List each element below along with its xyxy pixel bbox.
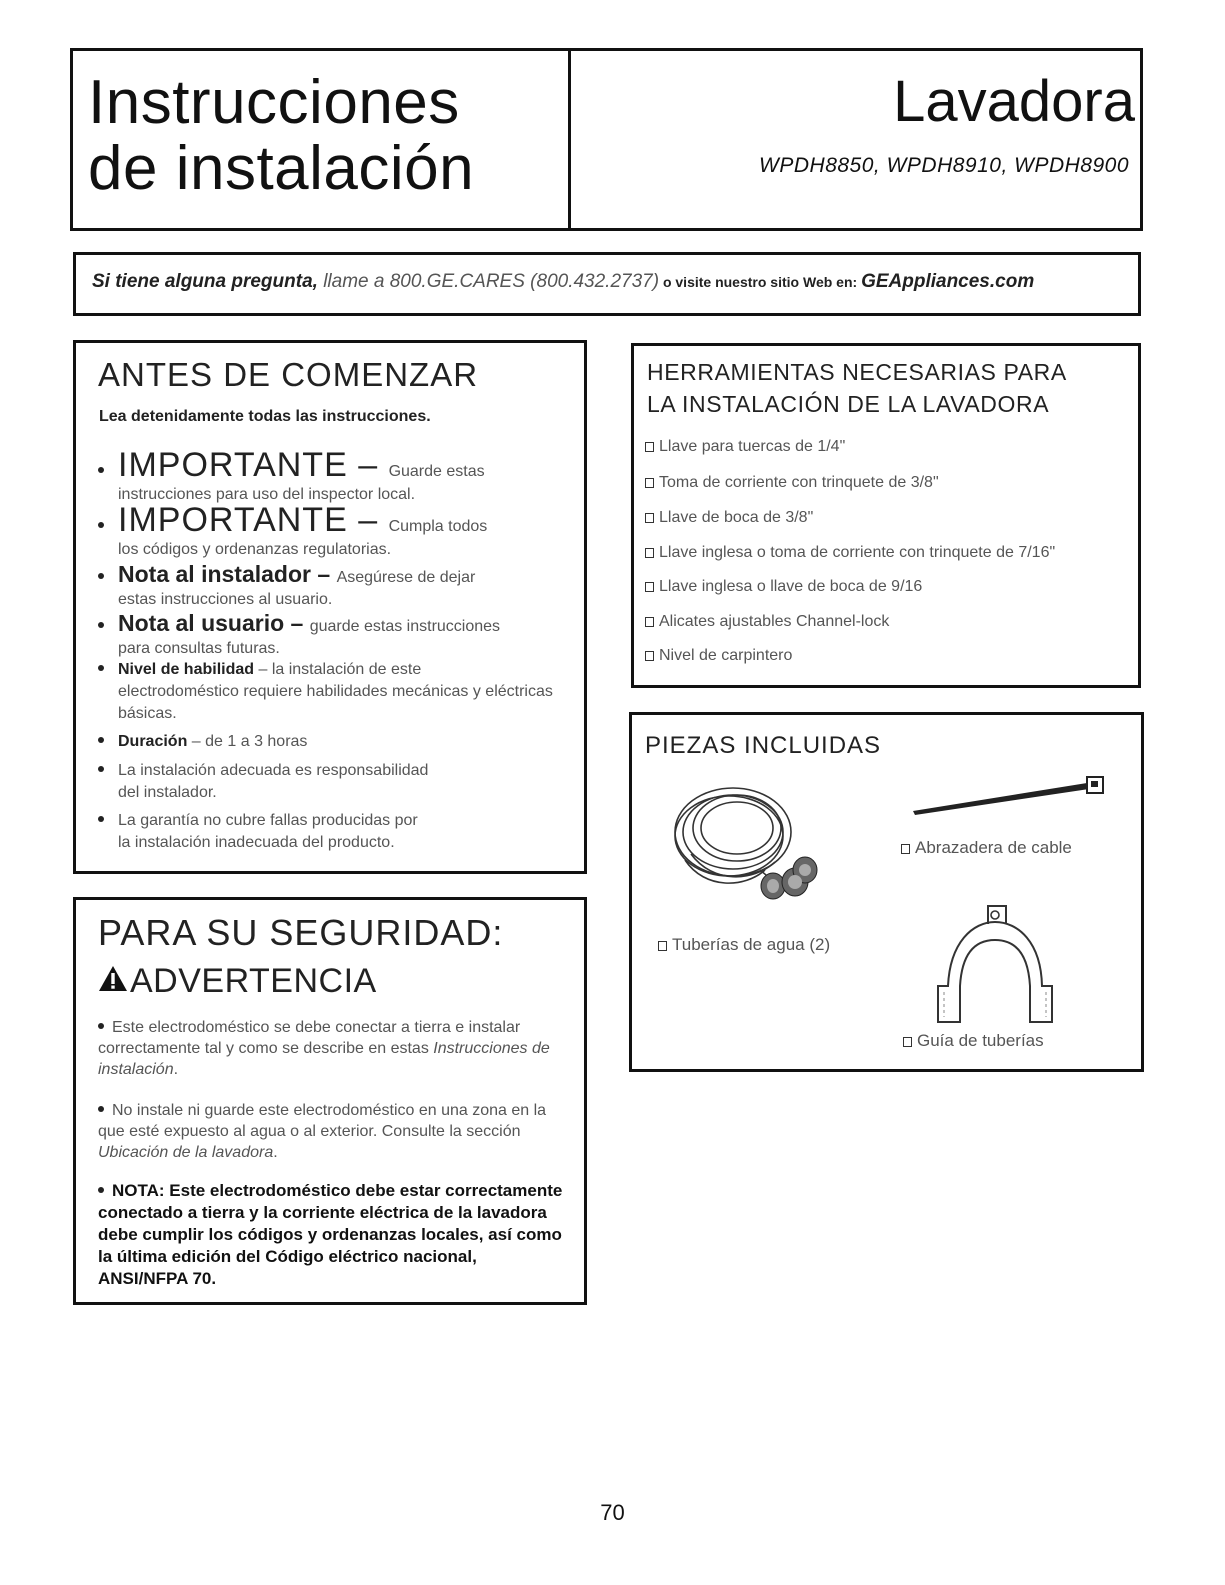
- tool-item: [645, 647, 792, 665]
- contact-site-link[interactable]: GEAppliances.com: [861, 271, 1035, 292]
- doc-title-line1: Instrucciones: [88, 68, 460, 137]
- product-title: Lavadora: [893, 69, 1135, 134]
- doc-title-line2: de instalación: [88, 134, 475, 203]
- tool-label: Llave inglesa o toma de corriente con trinquete de 7/16": [659, 544, 1056, 561]
- list-item: [98, 1017, 568, 1080]
- contact-lead: Si tiene alguna pregunta,: [92, 271, 318, 292]
- item-lead: Nota al instalador –: [118, 561, 337, 587]
- item-text: – la instalación de este: [254, 661, 422, 678]
- warning-label: ADVERTENCIA: [130, 962, 377, 1000]
- model-numbers: WPDH8850, WPDH8910, WPDH8900: [759, 154, 1129, 177]
- antes-subtitle: Lea detenidamente todas las instrucciones.: [99, 408, 431, 425]
- item-cont: estas instrucciones al usuario.: [118, 591, 333, 608]
- contact-line: [92, 271, 1132, 293]
- list-item: [98, 659, 568, 725]
- checkbox-icon: [645, 651, 654, 661]
- bullet-icon: [98, 467, 104, 473]
- bullet-icon: [98, 1023, 104, 1029]
- item-text: La garantía no cubre fallas producidas por: [118, 812, 418, 829]
- tool-item: [645, 438, 845, 456]
- bullet-icon: [98, 622, 104, 628]
- checkbox-icon: [645, 548, 654, 558]
- item-lead: IMPORTANTE –: [118, 501, 389, 539]
- checkbox-icon: [658, 941, 667, 951]
- cable-tie-image: [905, 773, 1115, 818]
- contact-visit: o visite nuestro sitio Web en:: [659, 274, 862, 290]
- item-text: Guarde estas: [388, 463, 485, 480]
- item-text: guarde estas instrucciones: [309, 618, 501, 635]
- item-cont: los códigos y ordenanzas regulatorias.: [118, 541, 392, 558]
- item-text: La instalación adecuada es responsabilidad: [118, 762, 429, 779]
- checkbox-icon: [645, 617, 654, 627]
- part-item: [658, 935, 830, 955]
- bullet-icon: [98, 522, 104, 528]
- tool-item: [645, 578, 922, 596]
- item-lead: Nota al usuario –: [118, 610, 310, 636]
- seguridad-title: PARA SU SEGURIDAD:: [98, 912, 504, 953]
- item-cont: electrodoméstico requiere habilidades mecánicas y eléctricas básicas.: [118, 683, 553, 722]
- tool-label: Llave para tuercas de 1/4": [659, 438, 846, 455]
- item-cont: instrucciones para uso del inspector local.: [118, 486, 416, 503]
- tool-item: [645, 544, 1055, 562]
- herramientas-title: [647, 356, 1067, 420]
- piezas-title: PIEZAS INCLUIDAS: [645, 732, 882, 759]
- antes-title: ANTES DE COMENZAR: [98, 356, 479, 393]
- item-emphasis: Instrucciones de instalación: [98, 1040, 550, 1078]
- list-item: [98, 446, 568, 506]
- bullet-icon: [98, 737, 104, 743]
- item-cont: la instalación inadecuada del producto.: [118, 834, 395, 851]
- tool-item: [645, 474, 939, 492]
- bullet-icon: [98, 766, 104, 772]
- herramientas-title-line1: HERRAMIENTAS NECESARIAS PARA: [647, 359, 1067, 385]
- bullet-icon: [98, 573, 104, 579]
- warning-heading: [98, 962, 377, 1001]
- tool-item: [645, 613, 889, 631]
- part-item: [903, 1031, 1044, 1051]
- item-text: Cumpla todos: [388, 518, 488, 535]
- item-lead: Nivel de habilidad: [118, 661, 255, 678]
- list-item: [98, 731, 568, 753]
- tool-label: Alicates ajustables Channel-lock: [659, 613, 890, 630]
- item-end: .: [273, 1144, 278, 1161]
- page-number: 70: [600, 1500, 625, 1525]
- checkbox-icon: [645, 442, 654, 452]
- item-text: – de 1 a 3 horas: [187, 733, 308, 750]
- checkbox-icon: [645, 582, 654, 592]
- checkbox-icon: [903, 1037, 912, 1047]
- item-end: .: [173, 1061, 179, 1078]
- item-text: Asegúrese de dejar: [336, 569, 476, 586]
- list-item: [98, 810, 568, 854]
- list-item: [98, 1100, 568, 1163]
- item-text: NOTA: Este electrodoméstico debe estar correctamente conectado a tierra y la corriente eléctrica de la lavadora debe cumplir los códigos y ordenanzas locales, así como la última edición del Código eléctrico nacional, ANSI/NFPA 70.: [98, 1181, 563, 1288]
- bullet-icon: [98, 1187, 104, 1193]
- list-item: [98, 501, 568, 561]
- herramientas-title-line2: LA INSTALACIÓN DE LA LAVADORA: [647, 391, 1050, 417]
- tool-label: Llave de boca de 3/8": [659, 509, 814, 526]
- bullet-icon: [98, 665, 104, 671]
- list-item: [98, 610, 568, 660]
- part-label: Guía de tuberías: [917, 1031, 1044, 1050]
- hose-guide-image: [928, 902, 1063, 1027]
- list-item: [98, 561, 568, 611]
- bullet-icon: [98, 1106, 104, 1112]
- item-emphasis: Ubicación de la lavadora: [98, 1144, 274, 1161]
- item-lead: IMPORTANTE –: [118, 446, 389, 484]
- item-text: No instale ni guarde este electrodoméstico en una zona en la que esté expuesto al agua o al exterior. Consulte la sección: [98, 1102, 547, 1140]
- contact-phone: llame a 800.GE.CARES (800.432.2737): [317, 271, 660, 292]
- tool-label: Toma de corriente con trinquete de 3/8": [659, 474, 939, 491]
- part-label: Abrazadera de cable: [915, 838, 1072, 857]
- tool-item: [645, 509, 813, 527]
- part-label: Tuberías de agua (2): [672, 935, 831, 954]
- item-text: Este electrodoméstico se debe conectar a tierra e instalar correctamente tal y como se describe en estas: [98, 1019, 521, 1057]
- tool-label: Llave inglesa o llave de boca de 9/16: [659, 578, 923, 595]
- warning-triangle-icon: [98, 965, 128, 992]
- list-item: [98, 1180, 568, 1290]
- item-cont: para consultas futuras.: [118, 640, 280, 657]
- tool-label: Nivel de carpintero: [659, 647, 793, 664]
- checkbox-icon: [901, 844, 910, 854]
- bullet-icon: [98, 816, 104, 822]
- list-item: [98, 760, 568, 804]
- checkbox-icon: [645, 478, 654, 488]
- water-hoses-image: [665, 770, 835, 920]
- part-item: [901, 838, 1072, 858]
- title-divider: [568, 48, 571, 231]
- item-cont: del instalador.: [118, 784, 217, 801]
- checkbox-icon: [645, 513, 654, 523]
- item-lead: Duración: [118, 733, 188, 750]
